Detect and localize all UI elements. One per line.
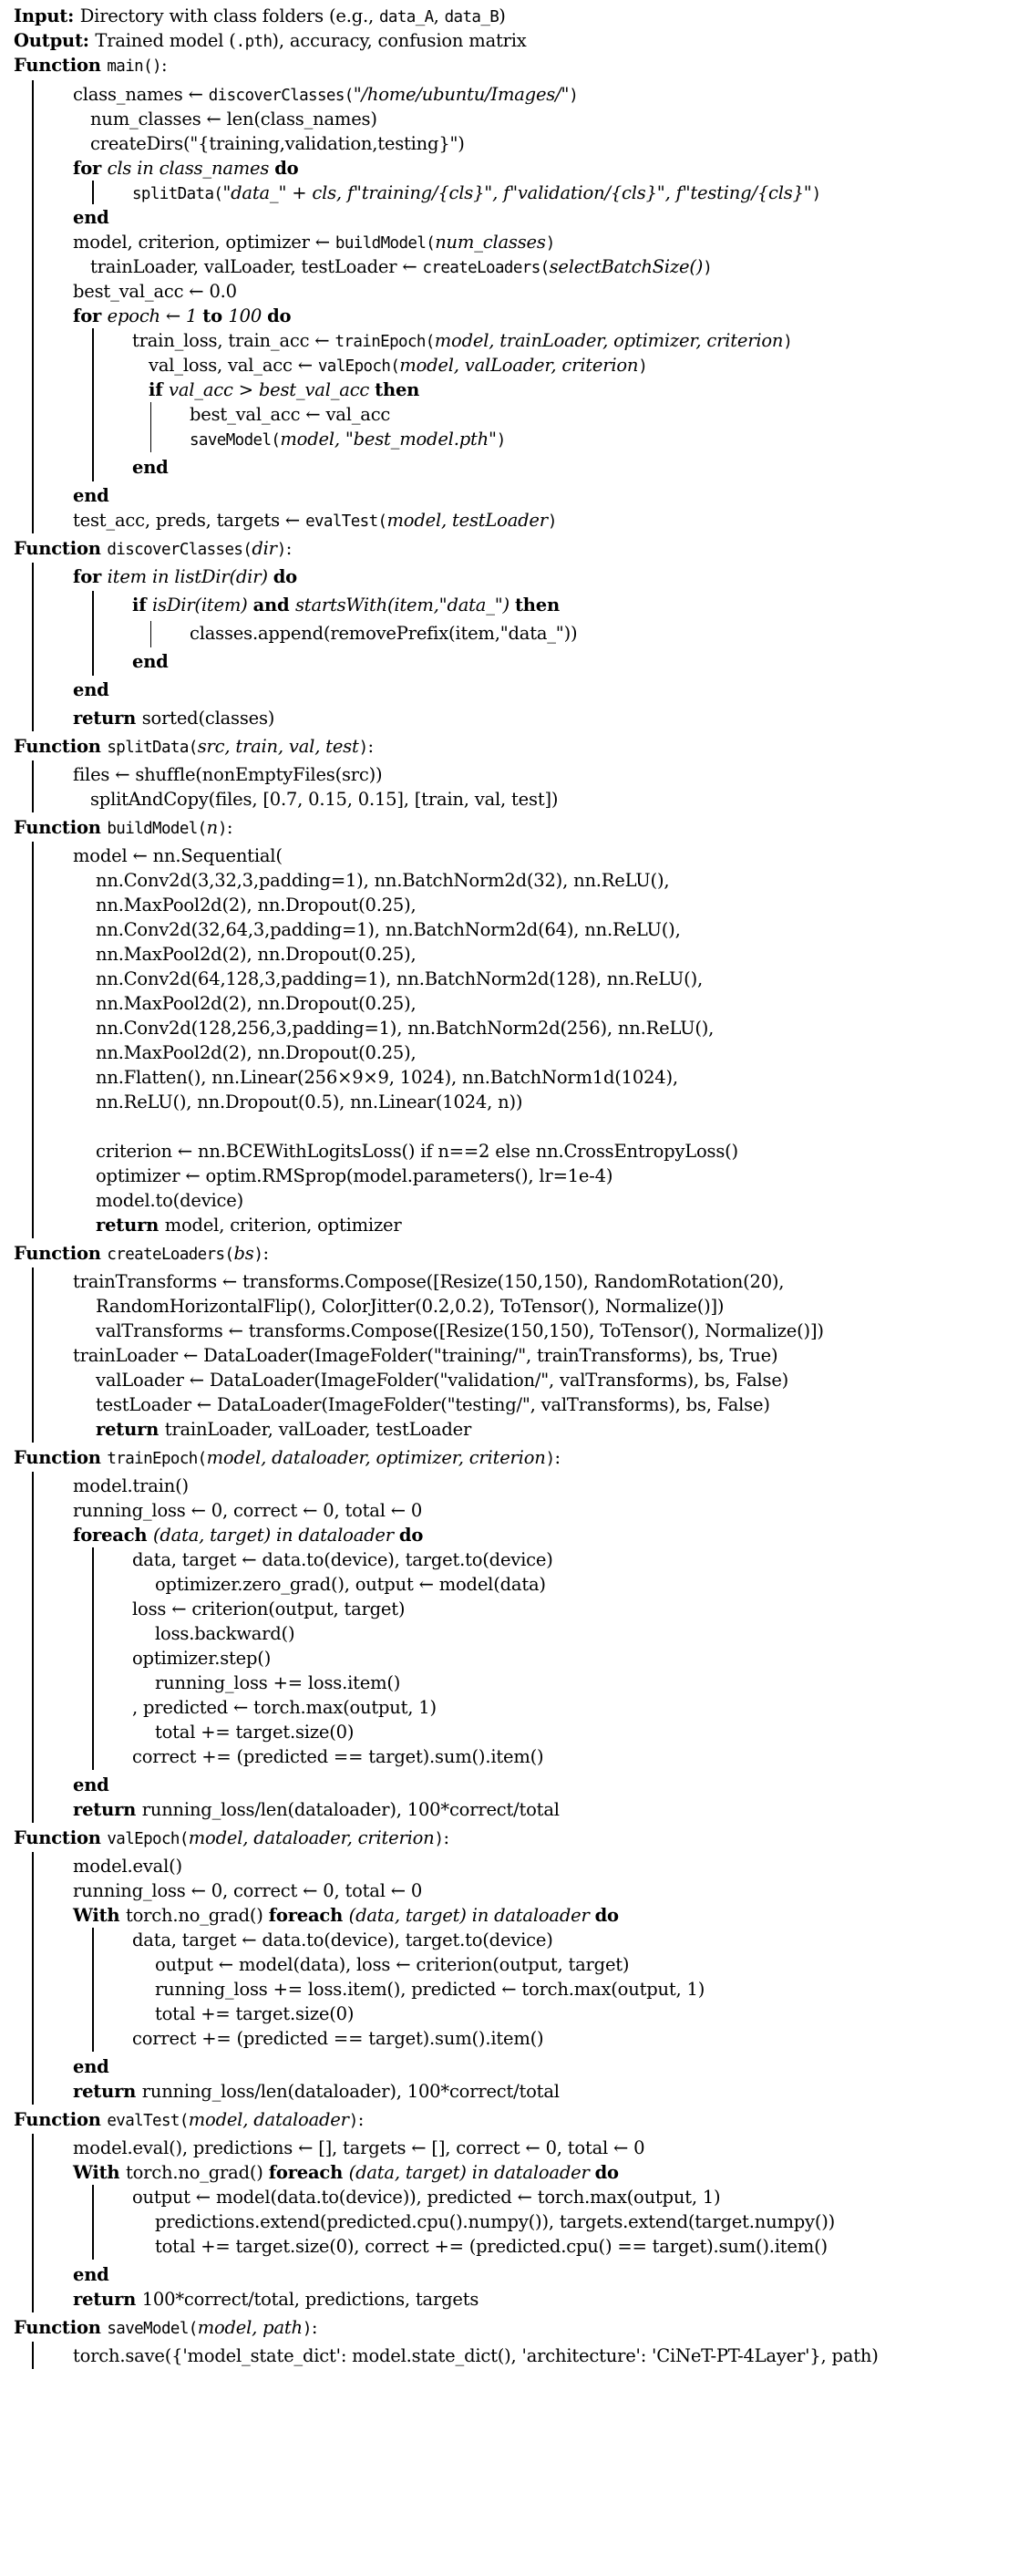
code-line (73, 1474, 189, 1498)
keyword: foreach (268, 2162, 349, 2183)
code-line (73, 1854, 182, 1878)
keyword: for (73, 158, 108, 179)
code-text: num_classes ← len(class_names) (90, 109, 377, 129)
code-text: total += target.size(0) (155, 1722, 355, 1743)
keyword: return (73, 1799, 142, 1820)
argument: epoch ← 1 (107, 305, 203, 326)
code-text: : (160, 55, 168, 76)
code-text: nn.Conv2d(128,256,3,padding=1), nn.BatchNorm2d(256), nn.ReLU(), (96, 1018, 715, 1039)
argument: model, valLoader, criterion (399, 355, 639, 376)
block-scope-bar (32, 842, 34, 1238)
keyword: Function (14, 2109, 108, 2130)
block-end (132, 649, 169, 674)
function-name: ) (348, 2112, 358, 2130)
code-line (73, 1797, 560, 1822)
code-text: nn.MaxPool2d(2), nn.Dropout(0.25), (96, 944, 417, 965)
function-name: discoverClasses( (107, 541, 252, 559)
function-name: buildModel( (335, 234, 436, 253)
function-name: .pth (235, 33, 273, 51)
keyword: end (73, 485, 109, 506)
keyword: for (73, 566, 108, 587)
code-line (73, 2287, 479, 2312)
code-line (132, 181, 821, 205)
argument: model, "best_model.pth" (280, 429, 497, 450)
argument: cls in class_names (107, 158, 275, 179)
keyword: return (96, 1215, 165, 1236)
function-name: evalTest( (305, 512, 387, 531)
keyword: Function (14, 2317, 108, 2338)
code-line (155, 2002, 354, 2026)
code-text: model.to(device) (96, 1190, 244, 1211)
code-line (132, 2185, 720, 2209)
code-line (73, 2079, 560, 2104)
keyword: then (514, 595, 560, 616)
keyword: do (594, 2162, 619, 2183)
function-name: buildModel( (107, 820, 207, 838)
code-line (73, 2160, 619, 2185)
code-text: nn.MaxPool2d(2), nn.Dropout(0.25), (96, 895, 417, 916)
code-line (73, 82, 578, 107)
function-name: ) (276, 541, 286, 559)
code-text: nn.Conv2d(64,128,3,padding=1), nn.BatchNorm2d(128), nn.ReLU(), (96, 968, 703, 989)
code-text: valLoader ← DataLoader(ImageFolder("validation/", valTransforms), bs, False) (96, 1370, 789, 1391)
function-name: data_A (378, 8, 434, 26)
code-line (96, 942, 417, 967)
code-text: running_loss/len(dataloader), 100*correct/total (141, 1799, 560, 1820)
function-name: trainEpoch( (107, 1450, 207, 1468)
code-line (73, 156, 298, 181)
keyword: Function (14, 736, 108, 757)
keyword: end (132, 651, 169, 672)
code-line (73, 762, 382, 787)
block-end (73, 205, 109, 230)
code-line (96, 868, 669, 893)
block-end (73, 2262, 109, 2287)
argument: item in listDir(dir) (107, 566, 273, 587)
code-text: test_acc, preds, targets ← (73, 510, 306, 531)
code-line (149, 378, 419, 402)
code-line (155, 1977, 705, 2002)
code-line (73, 230, 555, 254)
keyword: return (73, 2081, 142, 2102)
code-line (96, 1065, 678, 1090)
code-line (132, 328, 792, 353)
keyword: do (273, 566, 297, 587)
argument: model, testLoader (386, 510, 548, 531)
code-text: 100*correct/total, predictions, targets (141, 2289, 479, 2310)
keyword: to (202, 305, 229, 326)
function-name: main() (107, 57, 161, 76)
keyword: Function (14, 1243, 108, 1264)
code-line (190, 621, 577, 646)
block-end (73, 2054, 109, 2079)
block-scope-bar (32, 1852, 34, 2105)
function-header (14, 1241, 269, 1266)
argument: "data_" + cls, f"training/{cls}", f"validation/{cls}", f"testing/{cls}" (222, 182, 812, 203)
argument: "/home/ubuntu/Images/" (353, 84, 570, 105)
function-name: discoverClasses (208, 87, 345, 105)
code-line (96, 893, 417, 917)
function-header (14, 536, 292, 561)
argument: bs (233, 1243, 254, 1264)
keyword: end (132, 457, 169, 478)
argument: num_classes (435, 232, 546, 253)
code-line (132, 1744, 543, 1769)
block-scope-bar (92, 181, 94, 204)
argument: val_acc > best_val_acc (169, 379, 376, 400)
code-line (155, 2209, 835, 2234)
block-scope-bar (32, 2134, 34, 2312)
function-name: splitData( (107, 739, 198, 757)
code-line (73, 1498, 422, 1523)
code-text: optimizer.zero_grad(), output ← model(data) (155, 1574, 546, 1595)
code-text: , (433, 5, 445, 26)
keyword: Input: (14, 5, 80, 26)
code-text: torch.no_grad() (125, 1905, 269, 1926)
code-line (96, 1090, 522, 1114)
code-line (190, 427, 506, 451)
argument: model, trainLoader, optimizer, criterion (434, 330, 784, 351)
function-name: ) (569, 87, 579, 105)
code-text: correct += (predicted == target).sum().item() (132, 2028, 544, 2049)
keyword: end (73, 2264, 109, 2285)
function-name: ) (638, 357, 648, 376)
code-text: model ← nn.Sequential( (73, 845, 283, 866)
code-text: ), accuracy, confusion matrix (272, 30, 527, 51)
code-text: running_loss/len(dataloader), 100*correct/total (141, 2081, 560, 2102)
code-line (96, 1139, 738, 1164)
keyword: end (73, 2056, 109, 2077)
code-text: optimizer ← optim.RMSprop(model.parameters(), lr=1e-4) (96, 1165, 613, 1186)
keyword: Function (14, 1447, 108, 1468)
code-text: output ← model(data), loss ← criterion(output, target) (155, 1954, 630, 1975)
function-name: evalTest( (107, 2112, 189, 2130)
code-text: : (262, 1243, 269, 1264)
code-text: : (311, 2317, 318, 2338)
function-name: ) (703, 259, 713, 277)
code-text: loss ← criterion(output, target) (132, 1598, 406, 1619)
block-scope-bar (92, 591, 94, 676)
code-text: torch.no_grad() (125, 2162, 269, 2183)
keyword: foreach (268, 1905, 349, 1926)
function-name: splitData( (132, 185, 223, 203)
code-line (90, 254, 712, 279)
code-text: predictions.extend(predicted.cpu().numpy()), targets.extend(target.numpy()) (155, 2211, 836, 2232)
code-text: : (285, 538, 293, 559)
keyword: if (149, 379, 169, 400)
code-text: optimizer.step() (132, 1648, 272, 1669)
block-scope-bar (32, 80, 34, 533)
keyword: end (73, 1774, 109, 1795)
code-text: running_loss ← 0, correct ← 0, total ← 0 (73, 1880, 423, 1901)
code-text: total += target.size(0) (155, 2003, 355, 2024)
function-name: valEpoch( (317, 357, 400, 376)
code-text: loss.backward() (155, 1623, 295, 1644)
keyword: Function (14, 55, 108, 76)
code-line (73, 843, 283, 868)
function-name: ( (344, 87, 354, 105)
code-text: trainLoader ← DataLoader(ImageFolder("training/", trainTransforms), bs, True) (73, 1345, 778, 1366)
function-name: ) (811, 185, 821, 203)
keyword: do (274, 158, 299, 179)
code-line (96, 917, 681, 942)
keyword: Function (14, 538, 108, 559)
code-line (73, 279, 237, 304)
keyword: do (594, 1905, 619, 1926)
code-line (155, 1720, 354, 1744)
keyword: then (375, 379, 420, 400)
code-text: correct += (predicted == target).sum().item() (132, 1746, 544, 1767)
code-line (155, 1671, 400, 1695)
argument: (data, target) in dataloader (348, 1905, 595, 1926)
function-name: saveModel( (190, 431, 281, 450)
code-line (90, 131, 465, 156)
code-text: createDirs("{training,validation,testing}") (90, 133, 465, 154)
code-line (96, 1016, 714, 1040)
code-line (96, 1392, 770, 1417)
keyword: Function (14, 817, 108, 838)
code-text: running_loss ← 0, correct ← 0, total ← 0 (73, 1500, 423, 1521)
code-text: : (226, 817, 233, 838)
function-name: ) (302, 2320, 312, 2338)
argument: startsWith(item,"data_") (295, 595, 515, 616)
function-name: ) (496, 431, 506, 450)
code-text: running_loss += loss.item() (155, 1672, 401, 1693)
code-line (90, 107, 377, 131)
code-line (155, 1952, 629, 1977)
code-text: model.train() (73, 1475, 189, 1496)
code-text: val_loss, val_acc ← (149, 355, 318, 376)
block-scope-bar (92, 1547, 94, 1770)
code-text: : (554, 1447, 561, 1468)
code-text: data, target ← data.to(device), target.to(device) (132, 1929, 553, 1950)
code-text: Trained model ( (95, 30, 236, 51)
code-text: trainTransforms ← transforms.Compose([Resize(150,150), RandomRotation(20), (73, 1271, 785, 1292)
code-text: model, criterion, optimizer ← (73, 232, 335, 253)
code-text: best_val_acc ← 0.0 (73, 281, 237, 302)
code-line (96, 967, 703, 991)
block-scope-bar (92, 328, 94, 481)
code-text: nn.MaxPool2d(2), nn.Dropout(0.25), (96, 1042, 417, 1063)
code-text: criterion ← nn.BCEWithLogitsLoss() if n==2 else nn.CrossEntropyLoss() (96, 1141, 738, 1162)
code-line (96, 1417, 471, 1442)
block-end (73, 483, 109, 508)
code-text: nn.MaxPool2d(2), nn.Dropout(0.25), (96, 993, 417, 1014)
code-text: : (443, 1827, 449, 1848)
code-line (190, 402, 390, 427)
argument: selectBatchSize() (549, 256, 704, 277)
code-text: model.eval(), predictions ← [], targets ← [], correct ← 0, total ← 0 (73, 2137, 645, 2158)
code-line (155, 1621, 294, 1646)
code-line (73, 2136, 644, 2160)
code-text: RandomHorizontalFlip(), ColorJitter(0.2,0.2), ToTensor(), Normalize()]) (96, 1296, 725, 1317)
code-line (132, 2026, 543, 2051)
function-name: trainEpoch( (335, 333, 435, 351)
keyword: return (73, 708, 142, 729)
function-name: ) (545, 1450, 555, 1468)
code-text: classes.append(removePrefix(item,"data_")) (190, 623, 578, 644)
function-name: createLoaders( (107, 1246, 234, 1264)
block-end (73, 678, 109, 702)
argument: 100 (228, 305, 268, 326)
input-spec (14, 4, 506, 28)
function-name: ) (358, 739, 368, 757)
code-line (73, 1343, 777, 1368)
code-line (73, 508, 557, 533)
block-scope-bar (92, 2185, 94, 2260)
code-line (132, 1547, 553, 1572)
code-line (96, 1294, 724, 1319)
function-name: ) (253, 1246, 263, 1264)
argument: (data, target) in dataloader (348, 2162, 595, 2183)
function-header (14, 2107, 364, 2132)
function-header (14, 53, 167, 78)
function-name: saveModel( (107, 2320, 198, 2338)
code-text: : (357, 2109, 365, 2130)
function-name: data_B (444, 8, 499, 26)
keyword: end (73, 207, 109, 228)
block-scope-bar (32, 2342, 34, 2369)
code-text: nn.Conv2d(3,32,3,padding=1), nn.BatchNorm2d(32), nn.ReLU(), (96, 870, 670, 891)
code-line (132, 1597, 405, 1621)
code-text: trainLoader, valLoader, testLoader (164, 1419, 472, 1440)
function-name: ) (434, 1830, 444, 1848)
code-line (149, 353, 647, 378)
function-name: ) (217, 820, 227, 838)
keyword: return (96, 1419, 165, 1440)
code-line (73, 1523, 423, 1547)
function-name: ) (547, 512, 557, 531)
function-name: createLoaders( (422, 259, 550, 277)
code-line (96, 991, 417, 1016)
code-text: torch.save({'model_state_dict': model.state_dict(), 'architecture': 'CiNeT-PT-4Layer'}, path) (73, 2345, 879, 2366)
code-text: nn.ReLU(), nn.Dropout(0.5), nn.Linear(1024, n)) (96, 1091, 523, 1112)
code-line (96, 1319, 824, 1343)
code-text: trainLoader, valLoader, testLoader ← (90, 256, 423, 277)
argument: dir (252, 538, 277, 559)
keyword: Function (14, 1827, 108, 1848)
code-text: , predicted ← torch.max(output, 1) (132, 1697, 437, 1718)
code-text: Directory with class folders (e.g., (79, 5, 379, 26)
function-header (14, 734, 374, 759)
code-line (132, 1646, 271, 1671)
code-text: data, target ← data.to(device), target.to(device) (132, 1549, 553, 1570)
block-scope-bar (92, 1928, 94, 2052)
code-text: sorted(classes) (141, 708, 275, 729)
function-header (14, 1445, 561, 1470)
code-line (96, 1213, 401, 1237)
keyword: Output: (14, 30, 96, 51)
argument: (data, target) in dataloader (152, 1525, 399, 1546)
argument: src, train, val, test (197, 736, 359, 757)
block-scope-bar (32, 1472, 34, 1823)
code-line (73, 2343, 879, 2368)
argument: model, dataloader, optimizer, criterion (206, 1447, 546, 1468)
code-text: total += target.size(0), correct += (predicted.cpu() == target).sum().item() (155, 2236, 828, 2257)
code-line (73, 564, 297, 589)
code-line (96, 1164, 612, 1188)
argument: isDir(item) (152, 595, 253, 616)
keyword: With (73, 1905, 126, 1926)
function-header (14, 1826, 449, 1850)
keyword: for (73, 305, 108, 326)
code-text: files ← shuffle(nonEmptyFiles(src)) (73, 764, 383, 785)
argument: model, dataloader, criterion (188, 1827, 435, 1848)
code-line (73, 1878, 422, 1903)
code-line (73, 304, 291, 328)
keyword: if (132, 595, 152, 616)
code-line (132, 1695, 437, 1720)
code-line (96, 1188, 243, 1213)
code-text: output ← model(data.to(device)), predicted ← torch.max(output, 1) (132, 2187, 721, 2208)
code-text: : (367, 736, 374, 757)
code-line (132, 593, 560, 617)
code-line (73, 1269, 784, 1294)
code-line (155, 1572, 546, 1597)
code-text: nn.Conv2d(32,64,3,padding=1), nn.BatchNorm2d(64), nn.ReLU(), (96, 919, 681, 940)
keyword: With (73, 2162, 126, 2183)
function-name: ) (545, 234, 555, 253)
function-name: valEpoch( (107, 1830, 189, 1848)
block-scope-bar (32, 1267, 34, 1443)
code-line (96, 1040, 417, 1065)
code-text: splitAndCopy(files, [0.7, 0.15, 0.15], [train, val, test]) (90, 789, 559, 810)
block-scope-bar (150, 402, 151, 452)
code-line (96, 1368, 788, 1392)
function-header (14, 815, 232, 840)
block-end (132, 455, 169, 480)
code-text: class_names ← (73, 84, 209, 105)
code-text: nn.Flatten(), nn.Linear(256×9×9, 1024), nn.BatchNorm1d(1024), (96, 1067, 678, 1088)
argument: model, path (197, 2317, 303, 2338)
keyword: return (73, 2289, 142, 2310)
code-line (155, 2234, 828, 2259)
code-text: best_val_acc ← val_acc (190, 404, 391, 425)
code-line (90, 787, 558, 812)
output-spec (14, 28, 527, 53)
code-text: ) (499, 5, 506, 26)
code-text: running_loss += loss.item(), predicted ← torch.max(output, 1) (155, 1979, 705, 2000)
block-scope-bar (32, 760, 34, 812)
block-scope-bar (32, 563, 34, 731)
code-text: testLoader ← DataLoader(ImageFolder("testing/", valTransforms), bs, False) (96, 1394, 770, 1415)
block-end (73, 1773, 109, 1797)
code-text: valTransforms ← transforms.Compose([Resize(150,150), ToTensor(), Normalize()]) (96, 1320, 824, 1341)
code-line (73, 1903, 619, 1928)
keyword: end (73, 679, 109, 700)
keyword: foreach (73, 1525, 153, 1546)
function-header (14, 2315, 317, 2340)
argument: model, dataloader (188, 2109, 349, 2130)
keyword: do (267, 305, 292, 326)
code-text: model.eval() (73, 1856, 182, 1877)
keyword: and (252, 595, 295, 616)
code-text: model, criterion, optimizer (164, 1215, 402, 1236)
argument: n (206, 817, 218, 838)
code-line (132, 1928, 553, 1952)
code-line (73, 706, 274, 730)
code-text: train_loss, train_acc ← (132, 330, 335, 351)
function-name: ) (783, 333, 793, 351)
block-scope-bar (150, 621, 151, 647)
keyword: do (398, 1525, 424, 1546)
